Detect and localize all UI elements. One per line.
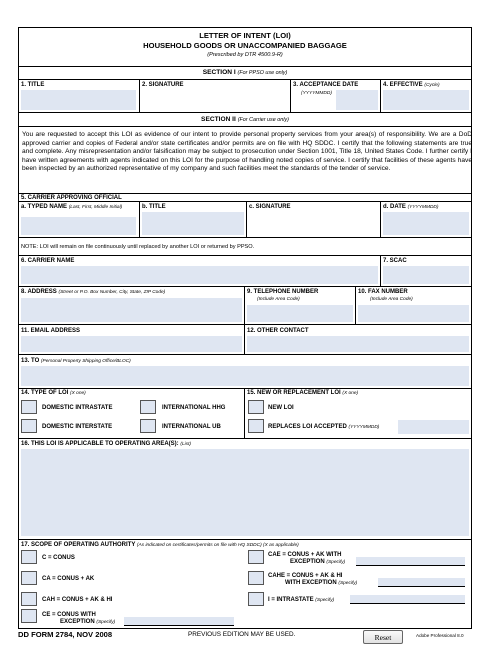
scope-cae-checkbox[interactable] bbox=[248, 550, 264, 564]
field-8-label: 8. ADDRESS (Street or P.O. Box Number, City, State, ZIP Code) bbox=[21, 289, 166, 295]
official-date-input[interactable] bbox=[383, 212, 469, 235]
field-16-label: 16. THIS LOI IS APPLICABLE TO OPERATING AREA(S): (List) bbox=[21, 441, 192, 447]
field-1-label: 1. TITLE bbox=[21, 82, 45, 88]
section1-title: SECTION I bbox=[202, 69, 236, 76]
acceptance-date-input[interactable] bbox=[336, 90, 378, 110]
international-hhg-checkbox[interactable] bbox=[140, 400, 156, 414]
scope-ce-label: CE = CONUS WITH bbox=[42, 612, 96, 618]
field-10-label: 10. FAX NUMBER bbox=[358, 289, 408, 295]
field-15-label: 15. NEW OR REPLACEMENT LOI (X one) bbox=[247, 390, 359, 396]
section2-subtitle: (For Carrier use only) bbox=[237, 117, 289, 123]
scope-cahe-checkbox[interactable] bbox=[248, 571, 264, 585]
scope-cahe-label: CAHE = CONUS + AK & HI bbox=[268, 573, 343, 579]
field-4-label: 4. EFFECTIVE (Cycle) bbox=[383, 82, 440, 88]
scope-i-checkbox[interactable] bbox=[248, 592, 264, 606]
title-input[interactable] bbox=[21, 90, 136, 110]
other-contact-input[interactable] bbox=[247, 336, 469, 352]
fax-input[interactable] bbox=[358, 305, 469, 322]
field-14-label: 14. TYPE OF LOI (X one) bbox=[21, 390, 86, 396]
scope-cae-exception-label: EXCEPTION (Specify) bbox=[290, 559, 346, 565]
carrier-name-input[interactable] bbox=[21, 266, 378, 284]
form-number: DD FORM 2784, NOV 2008 bbox=[18, 630, 113, 639]
field-3-hint: (YYYYMMDD) bbox=[301, 91, 332, 96]
reset-button[interactable]: Reset bbox=[363, 630, 403, 644]
domestic-intrastate-checkbox[interactable] bbox=[21, 400, 37, 414]
section2-title: SECTION II bbox=[201, 116, 236, 123]
field-10-hint: (Include Area Code) bbox=[370, 297, 413, 302]
telephone-input[interactable] bbox=[247, 305, 353, 322]
field-5d-label: d. DATE (YYYYMMDD) bbox=[383, 204, 439, 210]
section1-subtitle: (For PPSO use only) bbox=[237, 70, 288, 76]
scope-ca-label: CA = CONUS + AK bbox=[42, 576, 95, 582]
replaces-loi-label: REPLACES LOI ACCEPTED (YYYYMMDD) bbox=[268, 424, 380, 430]
field-9-hint: (Include Area Code) bbox=[257, 297, 300, 302]
scope-c-checkbox[interactable] bbox=[21, 550, 37, 564]
scope-i-label: I = INTRASTATE (Specify) bbox=[268, 597, 335, 603]
scope-ca-checkbox[interactable] bbox=[21, 571, 37, 585]
domestic-interstate-label: DOMESTIC INTERSTATE bbox=[42, 424, 113, 430]
field-9-label: 9. TELEPHONE NUMBER bbox=[247, 289, 319, 295]
new-loi-label: NEW LOI bbox=[268, 405, 294, 411]
field-3-label: 3. ACCEPTANCE DATE bbox=[293, 82, 359, 88]
adobe-version: Adobe Professional 8.0 bbox=[416, 633, 464, 638]
international-ub-label: INTERNATIONAL UB bbox=[162, 424, 221, 430]
field-5c-label: c. SIGNATURE bbox=[249, 204, 291, 210]
field-11-label: 11. EMAIL ADDRESS bbox=[21, 328, 81, 334]
domestic-interstate-checkbox[interactable] bbox=[21, 419, 37, 433]
effective-input[interactable] bbox=[383, 90, 469, 110]
scope-i-specify-input[interactable] bbox=[350, 595, 465, 604]
field-5a-label: a. TYPED NAME (Last, First, Middle Initial) bbox=[21, 204, 123, 210]
section1-header bbox=[18, 69, 472, 76]
scope-cae-label: CAE = CONUS + AK WITH bbox=[268, 552, 342, 558]
scope-ce-specify-input[interactable] bbox=[124, 617, 234, 626]
scope-ce-exception-label: EXCEPTION (Specify) bbox=[60, 619, 116, 625]
to-input[interactable] bbox=[21, 366, 469, 386]
email-input[interactable] bbox=[21, 336, 242, 352]
scope-cah-label: CAH = CONUS + AK & HI bbox=[42, 597, 113, 603]
domestic-intrastate-label: DOMESTIC INTRASTATE bbox=[42, 405, 113, 411]
field-2-label: 2. SIGNATURE bbox=[142, 82, 184, 88]
scope-cah-checkbox[interactable] bbox=[21, 592, 37, 606]
note-text: NOTE: LOI will remain on file continuously until replaced by another LOI or returned by PPSO. bbox=[21, 244, 255, 250]
field-13-label: 13. TO (Personal Property Shipping Office/BLOC) bbox=[21, 358, 131, 364]
form-title-line2: HOUSEHOLD GOODS OR UNACCOMPANIED BAGGAGE bbox=[143, 41, 347, 50]
scope-cahe-specify-input[interactable] bbox=[378, 578, 465, 587]
section2-header bbox=[18, 116, 472, 123]
field-17-label: 17. SCOPE OF OPERATING AUTHORITY (As indicated on certificates/permits on file with HQ SDDC) (X as applicable) bbox=[21, 542, 299, 548]
field-5b-label: b. TITLE bbox=[142, 204, 166, 210]
field-5-label: 5. CARRIER APPROVING OFFICIAL bbox=[21, 195, 122, 201]
certification-paragraph: You are requested to accept this LOI as evidence of our intent to provide personal property services from your area(s) of responsibility. We are a DoD approved carrier and copies of Federal and/or state certificates and/or permits are on file with HQ SDDC. I certify that the following statements are true and complete. Any misrepresentation and/or falsification may be subject to prosecution under Section 1001, Title 18, United States Code. I further certify I have written agreements with agents indicated on this LOI for the purpose of handling noted copies of service. I certify that facilities of these agents have been inspected by an authorized representative of my company and such facilities meet the standards of the tender of service. bbox=[22, 131, 472, 173]
international-ub-checkbox[interactable] bbox=[140, 419, 156, 433]
new-loi-checkbox[interactable] bbox=[248, 400, 264, 414]
previous-edition-note: PREVIOUS EDITION MAY BE USED. bbox=[188, 631, 296, 638]
operating-areas-input[interactable] bbox=[21, 449, 469, 536]
scope-cae-specify-input[interactable] bbox=[356, 557, 465, 566]
typed-name-input[interactable] bbox=[21, 217, 136, 235]
form-prescribed: (Prescribed by DTR 4500.9-R) bbox=[207, 52, 283, 58]
replaces-loi-checkbox[interactable] bbox=[248, 419, 264, 433]
replaces-loi-date-input[interactable] bbox=[398, 420, 469, 434]
scac-input[interactable] bbox=[383, 266, 469, 284]
scope-cahe-exception-label: WITH EXCEPTION (Specify) bbox=[285, 580, 358, 586]
scope-ce-checkbox[interactable] bbox=[21, 609, 37, 623]
field-7-label: 7. SCAC bbox=[383, 258, 407, 264]
international-hhg-label: INTERNATIONAL HHG bbox=[162, 405, 226, 411]
official-title-input[interactable] bbox=[142, 212, 244, 235]
field-12-label: 12. OTHER CONTACT bbox=[247, 328, 309, 334]
field-6-label: 6. CARRIER NAME bbox=[21, 258, 75, 264]
address-input[interactable] bbox=[21, 298, 242, 322]
scope-c-label: C = CONUS bbox=[42, 555, 75, 561]
form-title-line1: LETTER OF INTENT (LOI) bbox=[199, 31, 291, 40]
